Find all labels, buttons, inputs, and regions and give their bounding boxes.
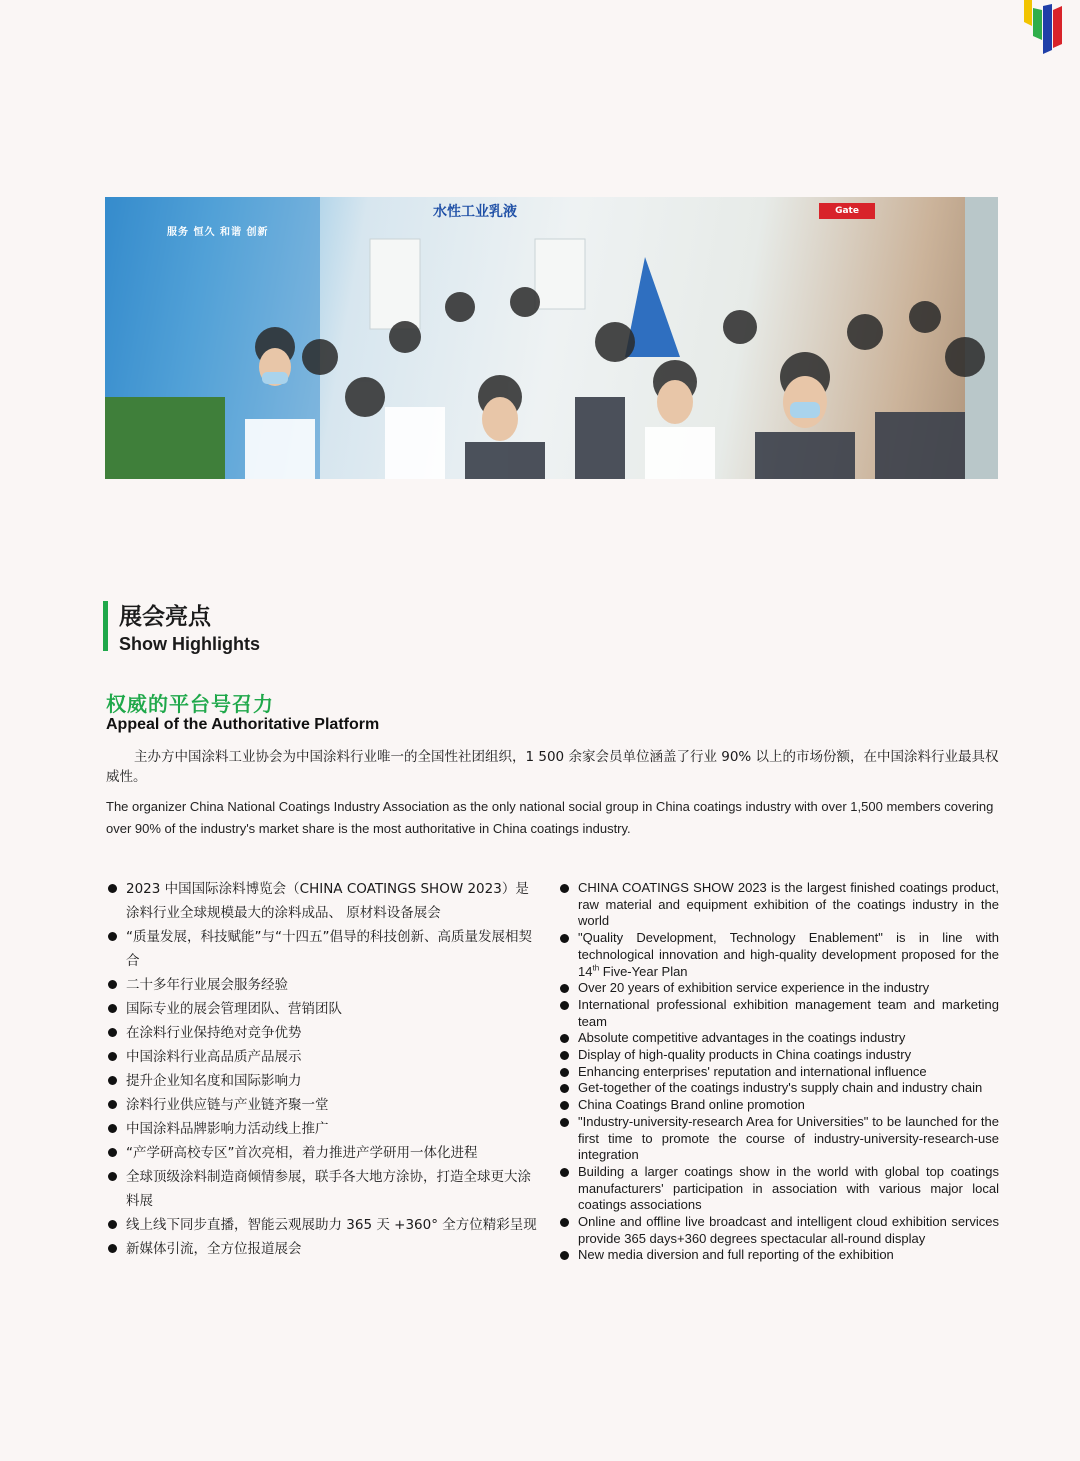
list-item: CHINA COATINGS SHOW 2023 is the largest finished coatings product, raw material and equipment exhibition of the coatings industry in the world	[558, 880, 999, 930]
exhibition-crowd-photo	[105, 197, 998, 479]
brand-logo-icon	[1022, 0, 1064, 54]
list-item: 二十多年行业展会服务经验	[106, 973, 538, 997]
bullet-icon	[108, 1124, 117, 1133]
bullet-icon	[560, 884, 569, 893]
bullet-icon	[108, 1244, 117, 1253]
list-item: Online and offline live broadcast and intelligent cloud exhibition services provide 365 days+360 degrees spectacular all-round display	[558, 1214, 999, 1247]
list-item: Building a larger coatings show in the world with global top coatings manufacturers' participation in association with various major local coatings associations	[558, 1164, 999, 1214]
list-item: Get-together of the coatings industry's supply chain and industry chain	[558, 1080, 999, 1097]
bullet-icon	[560, 1168, 569, 1177]
bullet-icon	[108, 884, 117, 893]
bullet-icon	[560, 1034, 569, 1043]
bullet-icon	[560, 1218, 569, 1227]
list-item: 涂料行业供应链与产业链齐聚一堂	[106, 1093, 538, 1117]
highlights-list-zh	[106, 877, 538, 1261]
bullet-icon	[560, 1051, 569, 1060]
highlights-list-en	[558, 880, 999, 1264]
bullet-icon	[560, 934, 569, 943]
intro-paragraph-en: The organizer China National Coatings Industry Association as the only national social group in China coatings industry with over 1,500 members covering over 90% of the industry's market share is the most authoritative in China coatings industry.	[106, 799, 994, 836]
list-item: "Quality Development, Technology Enablement" is in line with technological innovation and high-quality development proposed for the 14th Five-Year Plan	[558, 930, 999, 980]
list-item: New media diversion and full reporting of the exhibition	[558, 1247, 999, 1264]
bullet-icon	[560, 1101, 569, 1110]
bullet-icon	[560, 1068, 569, 1077]
list-item: 新媒体引流，全方位报道展会	[106, 1237, 538, 1261]
bullet-icon	[108, 1052, 117, 1061]
bullet-icon	[108, 1172, 117, 1181]
list-item: 中国涂料品牌影响力活动线上推广	[106, 1117, 538, 1141]
list-item: 2023 中国国际涂料博览会（CHINA COATINGS SHOW 2023）是涂料行业全球规模最大的涂料成品、 原材料设备展会	[106, 877, 538, 925]
bullet-icon	[108, 980, 117, 989]
list-item: Enhancing enterprises' reputation and international influence	[558, 1064, 999, 1081]
list-item: Absolute competitive advantages in the coatings industry	[558, 1030, 999, 1047]
list-item: 中国涂料行业高品质产品展示	[106, 1045, 538, 1069]
bullet-icon	[108, 1004, 117, 1013]
bullet-icon	[108, 1148, 117, 1157]
subsection-title-en: Appeal of the Authoritative Platform	[106, 716, 380, 733]
list-item: 在涂料行业保持绝对竞争优势	[106, 1021, 538, 1045]
list-item: 国际专业的展会管理团队、营销团队	[106, 997, 538, 1021]
list-item: 全球顶级涂料制造商倾情参展，联手各大地方涂协，打造全球更大涂料展	[106, 1165, 538, 1213]
list-item: China Coatings Brand online promotion	[558, 1097, 999, 1114]
list-item: 线上线下同步直播，智能云观展助力 365 天 +360° 全方位精彩呈现	[106, 1213, 538, 1237]
bullet-icon	[560, 984, 569, 993]
bullet-icon	[560, 1001, 569, 1010]
intro-paragraph-zh: 主办方中国涂料工业协会为中国涂料行业唯一的全国性社团组织，1 500 余家会员单位涵盖了行业 90% 以上的市场份额，在中国涂料行业最具权威性。	[106, 749, 999, 785]
list-item: “质量发展，科技赋能”与“十四五”倡导的科技创新、高质量发展相契合	[106, 925, 538, 973]
bullet-icon	[560, 1251, 569, 1260]
subsection-title-zh: 权威的平台号召力	[106, 692, 274, 716]
bullet-icon	[108, 1220, 117, 1229]
list-item: Over 20 years of exhibition service experience in the industry	[558, 980, 999, 997]
list-item: International professional exhibition management team and marketing team	[558, 997, 999, 1030]
bullet-icon	[560, 1084, 569, 1093]
bullet-icon	[560, 1118, 569, 1127]
gate-sign: Gate	[819, 203, 875, 219]
section-accent-bar	[103, 601, 108, 651]
section-title-en: Show Highlights	[119, 634, 260, 654]
booth-sign-text: 水性工业乳液	[433, 204, 517, 220]
section-title-zh: 展会亮点	[119, 604, 211, 630]
bullet-icon	[108, 1028, 117, 1037]
list-item: "Industry-university-research Area for Universities" to be launched for the first time to promote the course of industry-university-research-use integration	[558, 1114, 999, 1164]
list-item: 提升企业知名度和国际影响力	[106, 1069, 538, 1093]
list-item: “产学研高校专区”首次亮相，着力推进产学研用一体化进程	[106, 1141, 538, 1165]
bullet-icon	[108, 932, 117, 941]
bullet-icon	[108, 1076, 117, 1085]
list-item: Display of high-quality products in China coatings industry	[558, 1047, 999, 1064]
bullet-icon	[108, 1100, 117, 1109]
booth-slogan-text: 服务 恒久 和谐 创新	[167, 227, 269, 238]
